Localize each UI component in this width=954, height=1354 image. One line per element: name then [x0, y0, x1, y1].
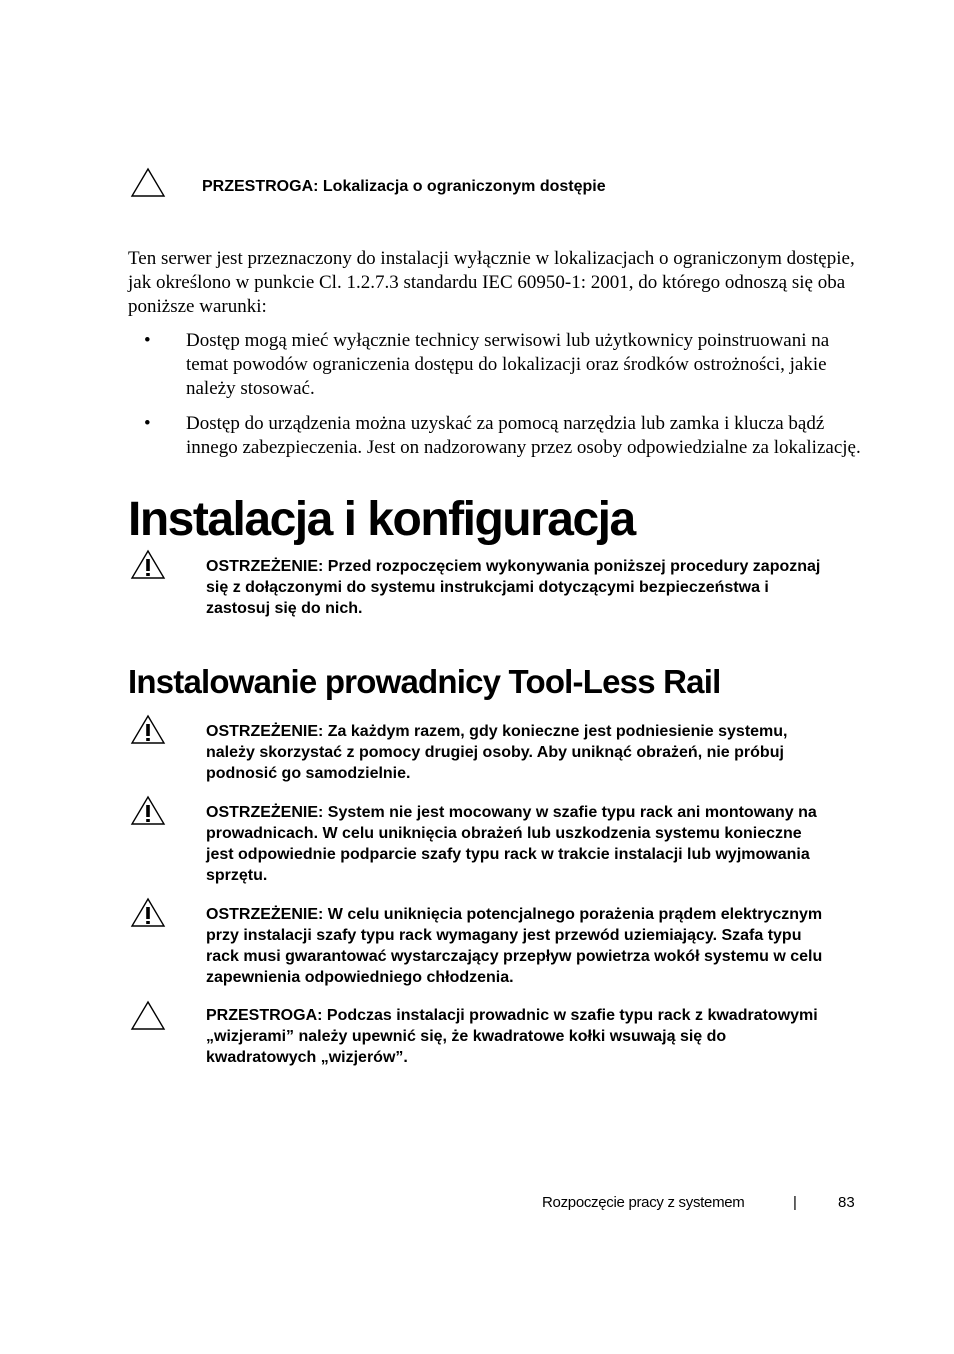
warning-note-text: OSTRZEŻENIE: Przed rozpoczęciem wykonywania poniższej procedury zapoznaj się z dołączonymi do systemu instrukcjami dotyczącymi bezpieczeństwa i zastosuj się do nich. — [206, 558, 821, 617]
warning-exclamation-triangle-icon — [130, 714, 166, 746]
bullet-symbol: • — [144, 413, 151, 434]
subsection-title: Instalowanie prowadnicy Tool-Less Rail — [128, 663, 721, 700]
warning-exclamation-triangle-icon — [130, 549, 166, 581]
warning-note-text: OSTRZEŻENIE: Za każdym razem, gdy konieczne jest podniesienie systemu, należy skorzystać z pomocy drugiej osoby. Aby uniknąć obrażeń, nie próbuj podnosić go samodzielnie. — [206, 723, 788, 782]
list-item — [128, 329, 868, 401]
caution-note-text: PRZESTROGA: Podczas instalacji prowadnic w szafie typu rack z kwadratowymi „wizjerami” należy upewnić się, że kwadratowe kołki wsuwają się do kwadratowych „wizjerów”. — [206, 1007, 818, 1066]
list-item — [128, 412, 868, 460]
list-item-text: Dostęp do urządzenia można uzyskać za pomocą narzędzia lub zamka i klucza bądź innego zabezpieczenia. Jest on nadzorowany przez osoby odpowiedzialne za lokalizację. — [186, 413, 861, 458]
warning-note-text: OSTRZEŻENIE: System nie jest mocowany w szafie typu rack ani montowany na prowadnicach. W celu uniknięcia obrażeń lub uszkodzenia systemu konieczne jest odpowiednie podparcie szafy typu rack w trakcie instalacji lub wyjmowania sprzętu. — [206, 804, 817, 884]
bullet-symbol: • — [144, 330, 151, 351]
warning-note-safety — [130, 549, 830, 619]
section-title: Instalacja i konfiguracja — [128, 493, 635, 546]
warning-note-rack-support — [130, 795, 830, 886]
warning-note-text: OSTRZEŻENIE: W celu uniknięcia potencjalnego porażenia prądem elektrycznym przy instalacji szafy typu rack wymagany jest przewód uziemiający. Szafa typu rack musi gwarantować wystarczający przepływ powietrza wokół systemu w celu zapewnienia odpowiedniego chłodzenia. — [206, 906, 823, 986]
footer-section-title: Rozpoczęcie pracy z systemem — [542, 1194, 745, 1211]
caution-note-restricted-access — [130, 167, 830, 197]
warning-exclamation-triangle-icon — [130, 897, 166, 929]
intro-paragraph: Ten serwer jest przeznaczony do instalacji wyłącznie w lokalizacjach o ograniczonym dostępie, jak określono w punkcie Cl. 1.2.7.3 standardu IEC 60950-1: 2001, do którego odnoszą się oba poniższe warunki: — [128, 248, 855, 317]
conditions-list — [128, 329, 868, 471]
page-number: 83 — [838, 1194, 855, 1211]
caution-triangle-icon — [130, 1000, 166, 1032]
warning-note-lifting — [130, 714, 830, 784]
list-item-text: Dostęp mogą mieć wyłącznie technicy serwisowi lub użytkownicy poinstruowani na temat powodów ograniczenia dostępu do lokalizacji oraz środków ostrożności, jakie należy stosować. — [186, 330, 830, 399]
caution-note-square-holes — [130, 1000, 830, 1068]
warning-note-grounding — [130, 897, 830, 988]
warning-exclamation-triangle-icon — [130, 795, 166, 827]
caution-note-text: PRZESTROGA: Lokalizacja o ograniczonym dostępie — [202, 178, 606, 195]
caution-triangle-icon — [130, 167, 166, 199]
footer-separator: | — [793, 1194, 797, 1211]
